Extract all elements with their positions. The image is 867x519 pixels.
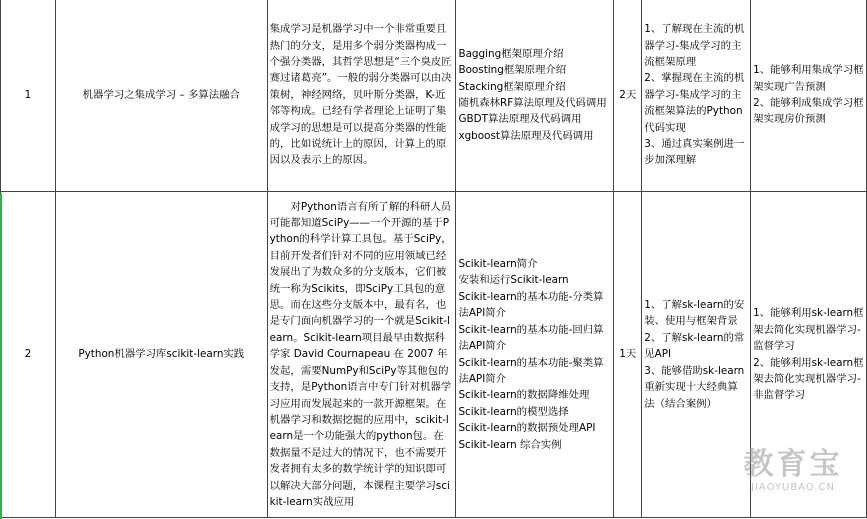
watermark-sub-text: JIAOYUBAO.CN [751,482,835,493]
course-contents [456,192,614,518]
content-item: Scikit-learn 综合实例 [458,438,562,451]
course-description: 对Python语言有所了解的科研人员可能都知道SciPy——一个开源的基于Python的科学计算工具包。基于SciPy，目前开发者们针对不同的应用领域已经发展出了为数众多的分支版本，它们被统一称为Scikits，即SciPy工具包的意思。而在这些分支版本中，最有名，也是专门面向机器学习的一个就是Scikit-learn。Scikit-learn项目最早由数据科学家 David Cournapeau 在 2007 年发起，需要NumPy和SciPy等其他包的支持，是Python语言中专门针对机器学习应用而发展起来的一款开源框架。在机器学习和数据挖掘的应用中，scikit-learn是一个功能强大的python包。在数据量不是过大的情况下，也不需要开发者拥有太多的数学统计学的知识即可以解决大部分问题，本课程主要学习scikit-learn实战应用 [267,192,456,518]
learning-objectives: 1、了解sk-learn的安装、使用与框架背景 2、了解sk-learn的常见API 3、能够借助sk-learn重新实现十大经典算法（结合案例） [642,192,751,518]
content-item: Boosting框架原理介绍 [458,64,567,77]
content-item: 随机森林RF算法原理及代码调用 [458,97,607,109]
content-item: Scikit-learn的基本功能-回归算法API简介 [458,323,604,353]
content-item: Scikit-learn的模型选择 [458,405,569,418]
row-index: 1 [1,0,56,192]
course-name: Python机器学习库scikit-learn实践 [55,192,267,518]
learning-outcomes: 1、能够利用集成学习框架实现广告预测 2、能够利成集成学习框架实现房价预测 [751,0,867,192]
content-item: xgboost算法原理及代码调用 [458,129,594,142]
content-item: Bagging框架原理介绍 [458,47,564,60]
watermark-main-text: 教育宝 [743,447,843,482]
content-item: Scikit-learn的数据降维处理 [458,389,590,402]
row-highlight-bar [0,193,2,519]
course-description: 集成学习是机器学习中一个非常重要且热门的分支，是用多个弱分类器构成一个强分类器，其哲学思想是“三个臭皮匠赛过诸葛亮”。一般的弱分类器可以由决策树，神经网络，贝叶斯分类器，K-近邻等构成。已经有学者理论上证明了集成学习的思想是可以提高分类器的性能的，比如说统计上的原因，计算上的原因以及表示上的原因。 [267,0,456,192]
table-row [1,0,867,192]
content-item: Stacking框架原理介绍 [458,80,566,93]
content-item: Scikit-learn的基本功能-分类算法API简介 [458,290,604,320]
content-item: Scikit-learn简介 [458,258,538,271]
learning-objectives: 1、了解现在主流的机器学习-集成学习的主流框架原理 2、掌握现在主流的机器学习-集成学习的主流框架算法的Python代码实现 3、通过真实案例进一步加深理解 [642,0,751,192]
learning-outcomes: 1、能够利用sk-learn框架去简化实现机器学习-监督学习 2、能够利用sk-learn框架去简化实现机器学习-非监督学习 [751,192,867,518]
table-row [1,192,867,518]
course-duration: 2天 [614,0,642,192]
course-contents [456,0,614,192]
course-duration: 1天 [614,192,642,518]
row-index: 2 [1,192,56,518]
course-name: 机器学习之集成学习 – 多算法融合 [55,0,267,192]
content-item: Scikit-learn的数据预处理API [458,422,596,435]
content-item: Scikit-learn的基本功能-聚类算法API简介 [458,356,604,385]
content-item: GBDT算法原理及代码调用 [458,113,582,126]
content-item: 安装和运行Scikit-learn [458,274,569,287]
